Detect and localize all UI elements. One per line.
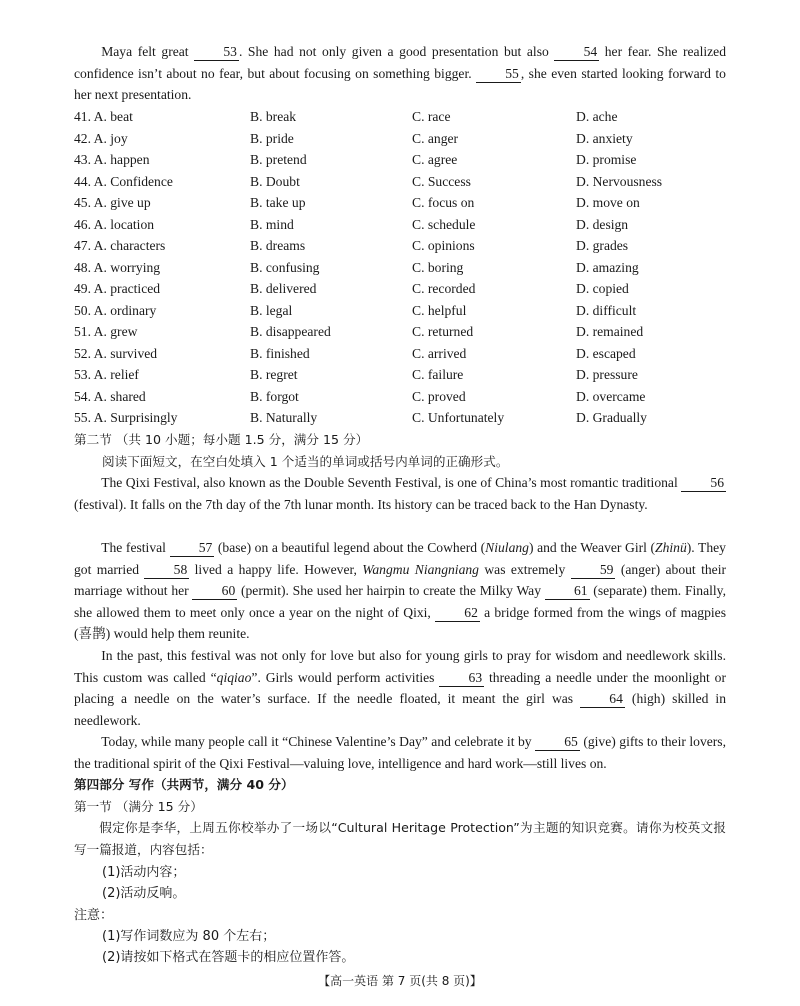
note-item-1: (1)写作词数应为 80 个左右； [102,929,276,944]
option-row-47 [74,235,726,257]
blank-60: 60 [192,583,237,600]
writing-prompt: 假定你是李华，上周五你校举办了一场以“Cultural Heritage Protection”为主题的知识竞赛。请你为校英文报写一篇报道，内容包括： [74,820,726,857]
writing-item-1: (1)活动内容； [102,865,186,880]
option-c: C. proved [412,388,466,404]
option-row-50 [74,300,726,322]
option-a: 55. A. Surprisingly [74,410,178,425]
option-c: C. returned [412,324,474,339]
option-row-46 [74,214,726,236]
option-b: B. pride [250,130,294,146]
option-d: D. Nervousness [576,173,663,189]
option-c: C. failure [412,367,464,382]
writing-item-2: (2)活动反响。 [102,886,186,901]
option-b: B. Naturally [250,410,318,425]
option-a: 49. A. practiced [74,281,161,296]
option-a: 45. A. give up [74,195,151,210]
option-a: 47. A. characters [74,238,166,253]
option-row-43 [74,149,726,171]
option-a: 48. A. worrying [74,259,161,275]
option-d: D. grades [576,238,629,253]
option-row-42 [74,128,726,150]
blank-56: 56 [681,475,726,492]
option-b: B. forgot [250,388,299,404]
blank-64: 64 [580,691,625,708]
option-a: 51. A. grew [74,324,138,339]
section-2-instruction: 阅读下面短文，在空白处填入 1 个适当的单词或括号内单词的正确形式。 [102,454,509,469]
option-d: D. overcame [576,388,646,404]
option-d: D. anxiety [576,130,633,146]
option-row-54 [74,386,726,408]
qixi-paragraph-4: Today, while many people call it “Chinese Valentine’s Day” and celebrate it by 65 (give) gifts to their lovers, the traditional spirit of the Qixi Festival—valuing love, intelligence and hard work—still lives on. [74,734,726,771]
option-b: B. take up [250,195,306,210]
option-a: 44. A. Confidence [74,173,173,189]
option-c: C. opinions [412,238,475,253]
option-row-55 [74,407,726,429]
option-a: 54. A. shared [74,388,146,404]
passage-closing-paragraph: Maya felt great 53 . She had not only given a good presentation but also 54 her fear. She realized confidence isn’t about no fear, but about focusing on something bigger. 55 , she even started looking forward to her next presentation. [74,44,726,103]
option-row-53 [74,364,726,386]
blank-53: 53 [194,44,239,61]
option-d: D. escaped [576,345,636,361]
option-b: B. legal [250,302,293,318]
option-c: C. Unfortunately [412,410,505,425]
option-a: 46. A. location [74,216,155,232]
option-d: D. move on [576,195,640,210]
option-a: 41. A. beat [74,109,133,124]
blank-65: 65 [535,734,580,751]
option-row-51 [74,321,726,343]
option-d: D. amazing [576,259,639,275]
option-row-52 [74,343,726,365]
option-b: B. disappeared [250,324,331,339]
option-d: D. Gradually [576,410,647,425]
option-b: B. finished [250,345,310,361]
blank-62: 62 [435,605,480,622]
section-2-heading: 第二节 （共 10 小题；每小题 1.5 分，满分 15 分） [74,432,369,447]
qixi-paragraph-3: In the past, this festival was not only for love but also for young girls to pray for wisdom and needlework skills. This custom was called “qiqiao”. Girls would perform activities 63 threading a needle under the moonlight or placing a needle on the water’s surface. If the needle floated, it meant the girl was 64 (high) skilled in needlework. [74,648,727,728]
option-d: D. difficult [576,302,637,318]
option-a: 52. A. survived [74,345,158,361]
note-label: 注意： [74,908,114,923]
page-footer: 【高一英语 第 7 页(共 8 页)】 [318,974,482,988]
option-d: D. design [576,216,629,232]
option-a: 50. A. ordinary [74,302,157,318]
note-item-2: (2)请按如下格式在答题卡的相应位置作答。 [102,950,355,965]
blank-59: 59 [571,562,616,579]
option-row-49 [74,278,726,300]
option-d: D. remained [576,324,644,339]
option-c: C. race [412,109,451,124]
option-row-45 [74,192,726,214]
option-d: D. promise [576,152,637,167]
option-b: B. mind [250,216,294,232]
option-c: C. Success [412,173,471,189]
blank-61: 61 [545,583,590,600]
option-c: C. agree [412,152,458,167]
option-a: 42. A. joy [74,130,128,146]
option-d: D. ache [576,109,618,124]
qixi-paragraph-2: The festival 57 (base) on a beautiful legend about the Cowherd (Niulang) and the Weaver Girl (Zhinü). They got married 58 lived a happy life. However, Wangmu Niangniang was extremely 59 (anger) about their marriage without her 60 (permit). She used her hairpin to create the Milky Way 61 (separate) them. Finally, she allowed them to meet only once a year on the night of Qixi, 62 a bridge formed from the wings of magpies (喜鹊) would help them reunite. [74,540,727,642]
option-c: C. schedule [412,216,476,232]
answer-options-table [74,106,726,429]
option-c: C. helpful [412,302,467,318]
blank-54: 54 [554,44,599,61]
qixi-paragraph-1: The Qixi Festival, also known as the Double Seventh Festival, is one of China’s most romantic traditional 56 (festival). It falls on the 7th day of the 7th lunar month. Its history can be traced back to the Han Dynasty. [74,475,724,512]
option-b: B. pretend [250,152,307,167]
option-row-41 [74,106,726,128]
option-c: C. arrived [412,345,467,361]
option-c: C. focus on [412,195,475,210]
option-c: C. recorded [412,281,476,296]
blank-63: 63 [439,670,484,687]
option-a: 53. A. relief [74,367,139,382]
option-c: C. anger [412,130,459,146]
option-d: D. pressure [576,367,638,382]
option-c: C. boring [412,259,464,275]
option-row-44 [74,171,726,193]
option-b: B. Doubt [250,173,300,189]
option-b: B. delivered [250,281,317,296]
option-d: D. copied [576,281,629,296]
option-b: B. regret [250,367,298,382]
option-b: B. break [250,109,297,124]
option-a: 43. A. happen [74,152,150,167]
blank-58: 58 [144,562,189,579]
part-4-heading: 第四部分 写作（共两节，满分 40 分） [74,777,294,792]
blank-55: 55 [476,66,521,83]
blank-57: 57 [170,540,215,557]
part-4-subheading: 第一节 （满分 15 分） [74,799,203,814]
option-b: B. dreams [250,238,306,253]
option-b: B. confusing [250,259,320,275]
option-row-48 [74,257,726,279]
